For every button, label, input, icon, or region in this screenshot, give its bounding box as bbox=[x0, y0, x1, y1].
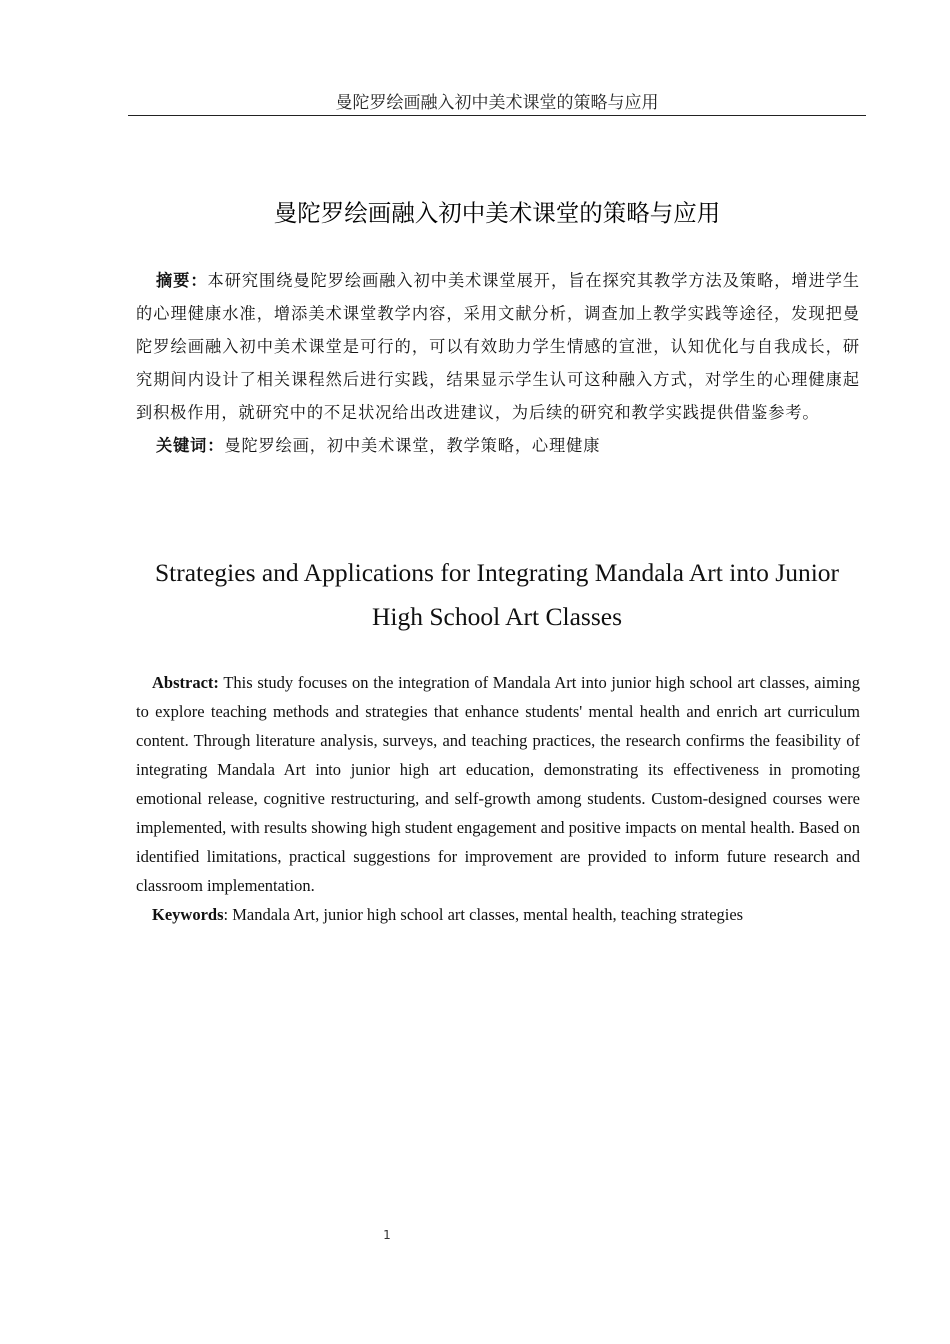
page-number: 1 bbox=[383, 1228, 391, 1242]
chinese-title: 曼陀罗绘画融入初中美术课堂的策略与应用 bbox=[273, 199, 721, 227]
chinese-keywords-label: 关键词： bbox=[156, 436, 225, 455]
english-title bbox=[128, 551, 866, 639]
english-title-line-2: High School Art Classes bbox=[371, 602, 623, 631]
chinese-keywords bbox=[136, 429, 860, 462]
english-abstract bbox=[136, 668, 860, 900]
english-keywords bbox=[136, 900, 860, 929]
running-header-title: 曼陀罗绘画融入初中美术课堂的策略与应用 bbox=[335, 93, 659, 113]
english-keywords-label: Keywords bbox=[152, 905, 224, 924]
english-title-line-1: Strategies and Applications for Integrating Mandala Art into Junior bbox=[154, 558, 840, 587]
running-header bbox=[128, 92, 866, 116]
chinese-abstract-label: 摘要： bbox=[156, 271, 208, 290]
english-abstract-text: This study focuses on the integration of Mandala Art into junior high school art classes, aiming to explore teaching methods and strategies that enhance students' mental health and enrich art curriculum content. Through literature analysis, surveys, and teaching practices, the research confirms the feasibility of integrating Mandala Art into junior high art education, demonstrating its effectiveness in promoting emotional release, cognitive restructuring, and self-growth among students. Custom-designed courses were implemented, with results showing high student engagement and positive impacts on mental health. Based on identified limitations, practical suggestions for improvement are provided to inform future research and classroom implementation. bbox=[136, 673, 860, 895]
chinese-abstract-section bbox=[136, 264, 860, 462]
english-abstract-label: Abstract: bbox=[152, 673, 219, 692]
chinese-abstract-text: 本研究围绕曼陀罗绘画融入初中美术课堂展开，旨在探究其教学方法及策略，增进学生的心理健康水准，增添美术课堂教学内容，采用文献分析，调查加上教学实践等途径，发现把曼陀罗绘画融入初中美术课堂是可行的，可以有效助力学生情感的宣泄，认知优化与自我成长，研究期间内设计了相关课程然后进行实践，结果显示学生认可这种融入方式，对学生的心理健康起到积极作用，就研究中的不足状况给出改进建议，为后续的研究和教学实践提供借鉴参考。 bbox=[136, 271, 861, 422]
english-abstract-section bbox=[136, 668, 860, 929]
chinese-abstract bbox=[136, 264, 860, 429]
chinese-keywords-text: 曼陀罗绘画，初中美术课堂，教学策略，心理健康 bbox=[224, 436, 601, 455]
english-keywords-text: : Mandala Art, junior high school art classes, mental health, teaching strategies bbox=[223, 905, 744, 924]
